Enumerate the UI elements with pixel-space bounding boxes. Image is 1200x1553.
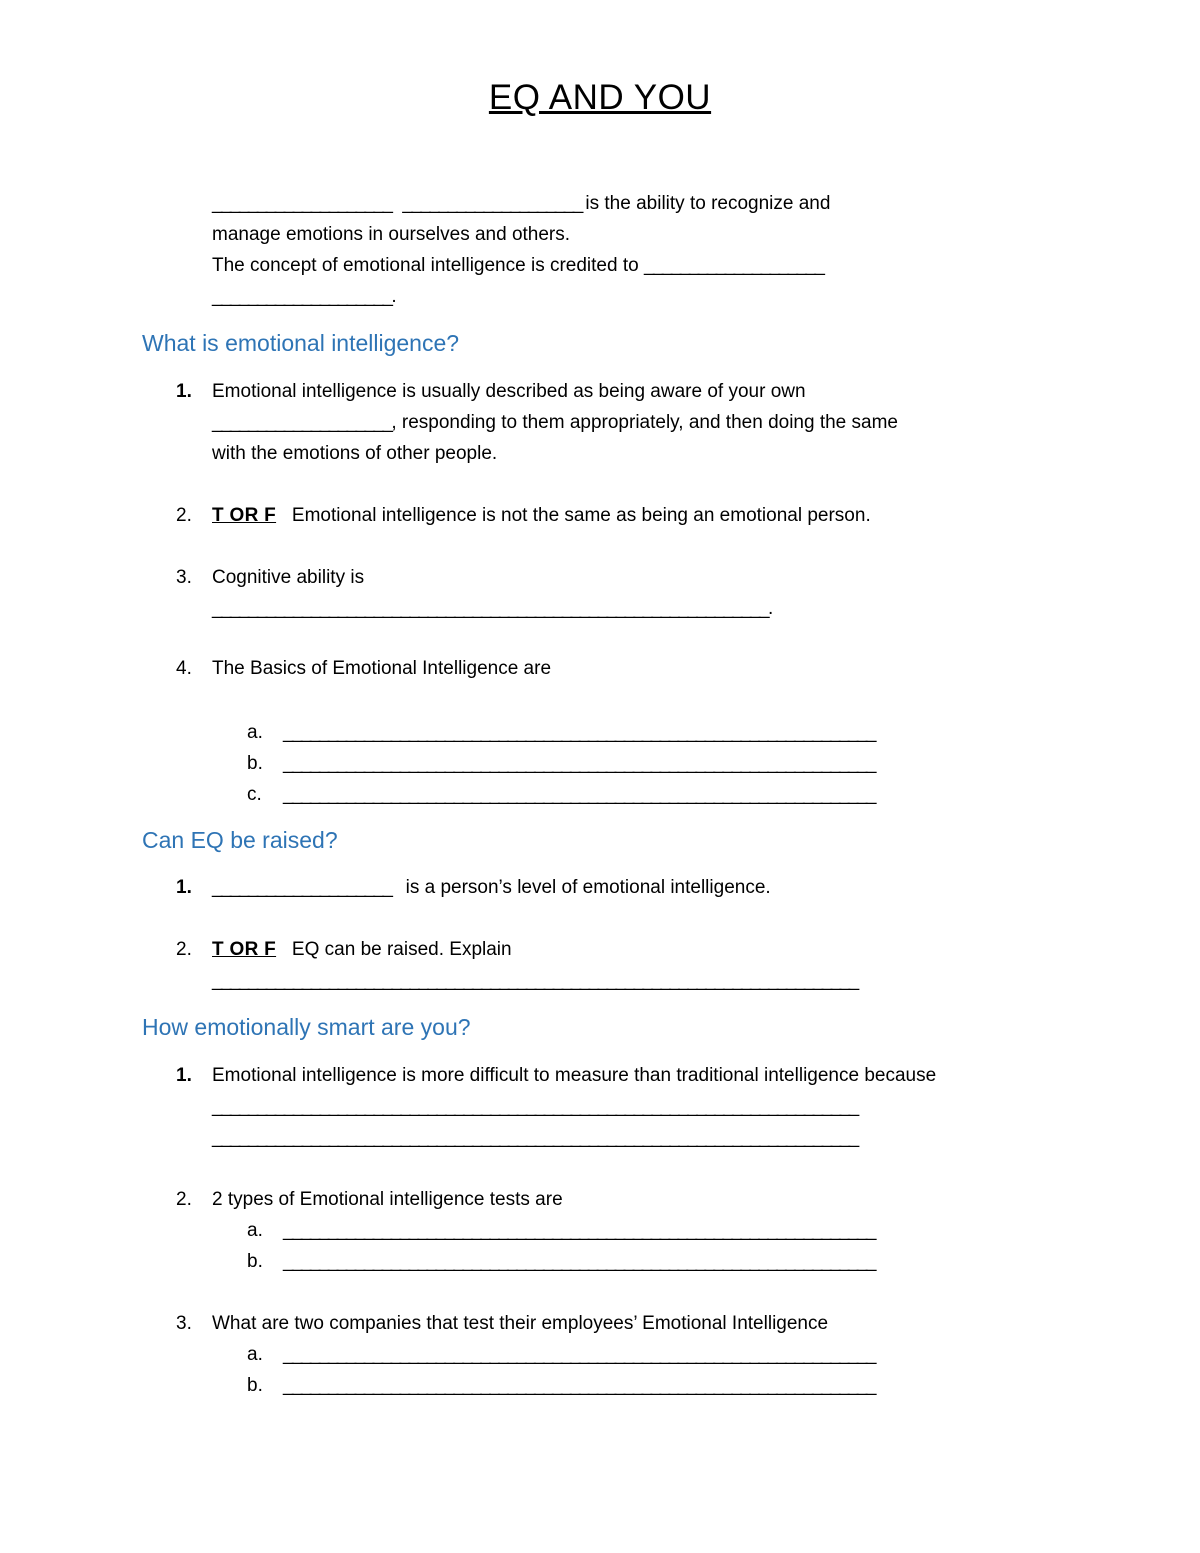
intro-line-2: manage emotions in ourselves and others.	[212, 224, 571, 245]
question-number: 2.	[176, 939, 192, 960]
fill-blank[interactable]: __________________________________________________________________	[283, 1220, 875, 1241]
question-number: 2.	[176, 1189, 192, 1210]
question-number: 1.	[176, 877, 192, 898]
fill-blank[interactable]: ____________________	[643, 255, 824, 276]
item-letter: b.	[247, 1251, 263, 1272]
fill-blank[interactable]: __________________________________________________________________	[283, 784, 875, 805]
question-number: 3.	[176, 1313, 192, 1334]
question-number: 2.	[176, 505, 192, 526]
fill-blank[interactable]: ________________________________________________________________________	[212, 1127, 858, 1148]
question-number: 1.	[176, 381, 192, 402]
fill-blank[interactable]: ____________________	[212, 877, 396, 898]
fill-blank[interactable]: ____________________ ____________________	[212, 193, 586, 214]
intro-text: is the ability to recognize and	[585, 193, 831, 214]
question-number: 4.	[176, 658, 192, 679]
question-text-part: EQ can be raised. Explain	[291, 939, 512, 960]
question-text: 2 types of Emotional intelligence tests are	[212, 1189, 563, 1210]
question-text	[212, 938, 512, 962]
fill-blank[interactable]: ____________________.	[212, 286, 396, 307]
section-heading: What is emotional intelligence?	[142, 330, 460, 356]
fill-blank[interactable]: ______________________________________________________________.	[212, 598, 772, 619]
fill-blank[interactable]: __________________________________________________________________	[283, 753, 875, 774]
question-text: Emotional intelligence is usually described as being aware of your own	[212, 381, 806, 402]
fill-blank[interactable]: __________________________________________________________________	[283, 722, 875, 743]
page-title: EQ AND YOU	[488, 78, 712, 117]
item-letter: b.	[247, 753, 263, 774]
question-text: Emotional intelligence is more difficult to measure than traditional intelligence because	[212, 1065, 937, 1086]
item-letter: c.	[247, 784, 262, 805]
item-letter: b.	[247, 1375, 263, 1396]
fill-blank[interactable]: __________________________________________________________________	[283, 1251, 875, 1272]
question-text: What are two companies that test their employees’ Emotional Intelligence	[212, 1313, 829, 1334]
question-text: with the emotions of other people.	[212, 443, 498, 464]
fill-blank[interactable]: ________________________________________________________________________	[212, 970, 858, 991]
fill-blank[interactable]: __________________________________________________________________	[283, 1375, 875, 1396]
question-number: 3.	[176, 567, 192, 588]
question-text	[212, 411, 898, 435]
fill-blank[interactable]: ____________________	[212, 412, 392, 433]
question-text-part: , responding to them appropriately, and then doing the same	[391, 412, 898, 433]
item-letter: a.	[247, 722, 263, 743]
item-letter: a.	[247, 1220, 263, 1241]
question-text: Cognitive ability is	[212, 567, 365, 588]
intro-text: The concept of emotional intelligence is credited to	[212, 255, 644, 276]
item-letter: a.	[247, 1344, 263, 1365]
section-heading: Can EQ be raised?	[142, 827, 338, 853]
question-number: 1.	[176, 1065, 192, 1086]
question-text	[212, 504, 871, 528]
true-false-marker[interactable]: T OR F	[212, 505, 277, 526]
fill-blank[interactable]: ________________________________________________________________________	[212, 1096, 858, 1117]
intro-line-1	[212, 192, 830, 216]
section-heading: How emotionally smart are you?	[142, 1014, 471, 1040]
true-false-marker[interactable]: T OR F	[212, 939, 277, 960]
question-text	[212, 876, 771, 900]
question-text-part: is a person’s level of emotional intelligence.	[405, 877, 771, 898]
question-text: The Basics of Emotional Intelligence are	[212, 658, 552, 679]
question-text-part: Emotional intelligence is not the same as being an emotional person.	[291, 505, 871, 526]
fill-blank[interactable]: __________________________________________________________________	[283, 1344, 875, 1365]
intro-line-3	[212, 254, 823, 278]
